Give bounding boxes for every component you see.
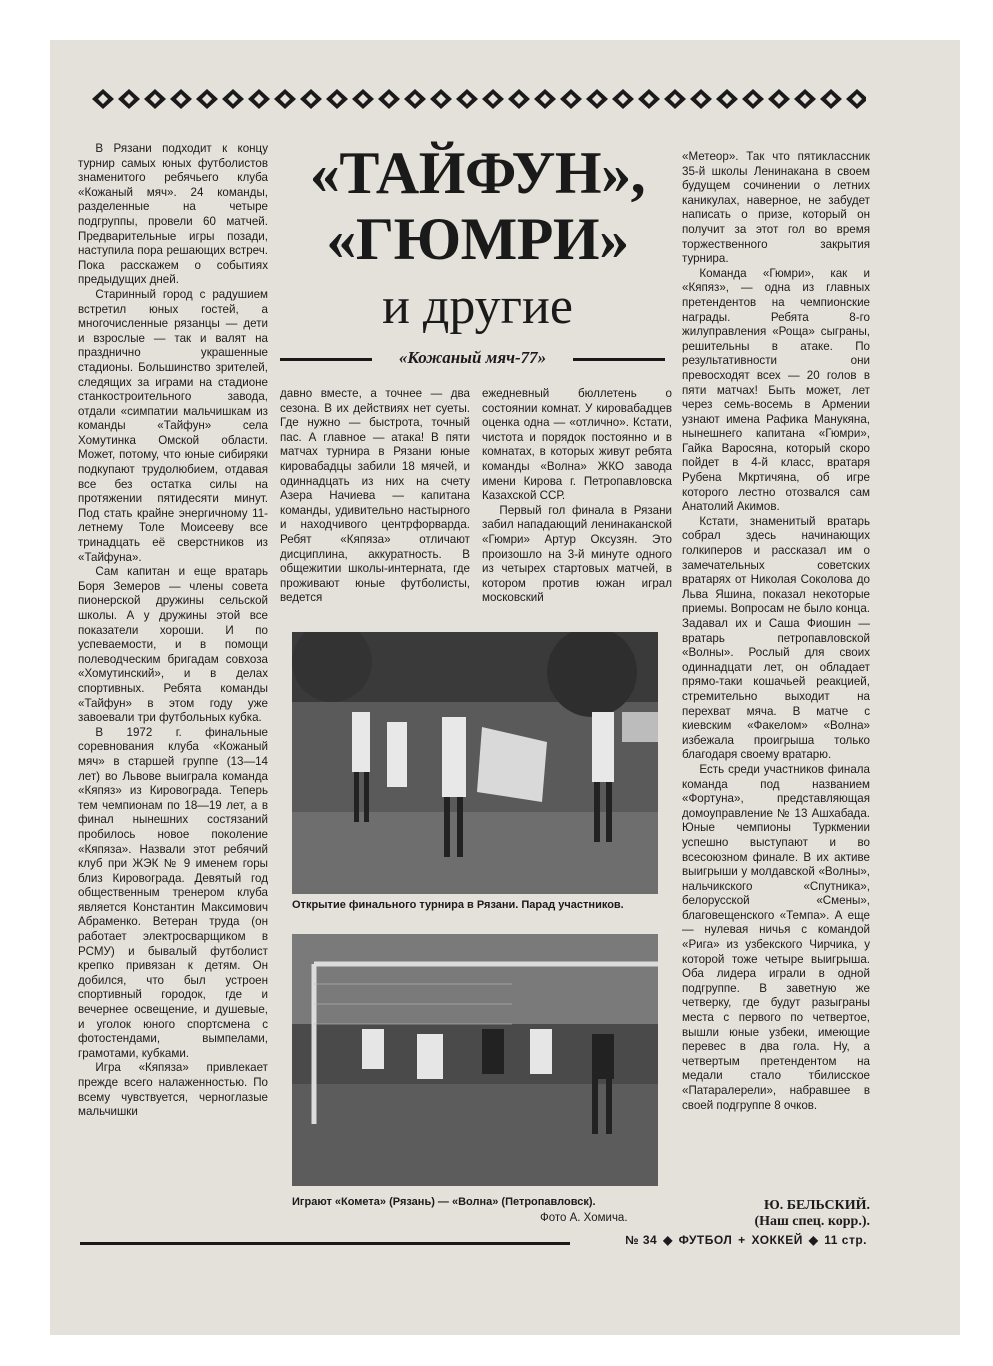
paragraph: В Рязани подходит к концу турнир самых юных футболистов знаменитого ребячьего клуба «Кожаный мяч». 24 команды, разделенные на четыре подгруппы, провели 60 матчей. Предварительные игры позади, наступила пора решающих встреч. Пока расскажем о событиях предыдущих дней.: [78, 142, 268, 287]
headline-line-1: «ТАЙФУН»,: [309, 140, 646, 206]
author-role: (Наш спец. корр.).: [754, 1214, 870, 1229]
photo-credit: Фото А. Хомича.: [540, 1212, 628, 1224]
headline: [285, 140, 670, 342]
paragraph: В 1972 г. финальные соревнования клуба «Кожаный мяч» в старшей группе (13—14 лет) во Львове выиграла команда «Кяпяз» из Кировограда. Теперь тем чемпионам по 18—19 лет, а в финал нынешних состязаний пробилось новое поколение «Кяпяза». Назвали этот ребячий клуб при ЖЭК № 9 именем горы близ Кировограда. Девятый год общественным тренером клуба является Константин Максимович Абраменко. Ветеран труда (он работает электросварщиком в РСМУ) и бывалый футболист крепко привязан к детям. Он добился, что был устроен спортивный городок, где и вечернее освещение, и душевые, и уголок юного спортсмена с фотостендами, вымпелами, грамотами, кубками.: [78, 725, 268, 1060]
article-column-1: [78, 142, 268, 1120]
paragraph: Команда «Гюмри», как и «Кяпяз», — одна из главных претендентов на чемпионские награды. Ребята 8-го жилуправления «Роща» сыграны, решительны в атаке. По результативности они превосходят всех — 20 голов в пяти матчах! Быть может, лет через семь-восемь в Армении узнают имена Рафика Манукяна, нынешнего капитана «Гюмри», Гайка Варосяна, который скоро пойдет в 4-й класс, вратаря Рубена Мкртичяна, об игре которого лестно отозвался сам Анатолий Акимов.: [682, 266, 870, 514]
photo-caption-2: Играют «Комета» (Рязань) — «Волна» (Петропавловск).: [292, 1196, 596, 1208]
rubric: [280, 344, 665, 374]
publication-title-football: ФУТБОЛ: [678, 1233, 733, 1247]
diamond-icon: ◆: [663, 1233, 673, 1247]
paragraph: Кстати, знаменитый вратарь собрал здесь начинающих голкиперов и рассказал им о замечательных советских вратарях от Николая Соколова до Льва Яшина, показал некоторые приемы. Вопросам не было конца. Задавал их и Саша Фиошин — вратарь петропавловской «Волны». Рослый для своих одиннадцати лет, он обладает прямо-таки кошачьей реакцией, стремительно выходит на перехват мяча. В матче с киевским «Факелом» «Волна» избежала проигрыша только благодаря своему вратарю.: [682, 514, 870, 762]
diamond-icon: ◆: [808, 1233, 819, 1247]
paragraph: Первый гол финала в Рязани забил нападающий ленинаканской «Гюмри» Артур Оксузян. Это произошло на 3-й минуте одного из четырех стартовых матчей, в котором против южан играл московский: [482, 503, 672, 605]
plus-symbol: +: [738, 1233, 746, 1247]
article-column-2b: [482, 387, 672, 606]
article-column-2a: [280, 387, 470, 606]
paragraph: ежедневный бюллетень о состоянии комнат. У кировабадцев оценка одна — «отлично». Кстати, чистота и порядок постоянно и в комнатах, в которых живут ребята команды «Волна» ЖКО завода имени Кирова г. Петропавловска Казахской ССР.: [482, 387, 672, 503]
paragraph: «Метеор». Так что пятиклассник 35-й школы Ленинакана в своем будущем сочинении о летних каникулах, наверное, не забудет написать о призе, который он получит за этот гол во время торжественного закрытия турнира.: [682, 150, 870, 266]
paragraph: Есть среди участников финала команда под названием «Фортуна», представляющая домоуправление № 13 Ашхабада. Юные чемпионы Туркмении успешно выступают и во всесоюзном финале. В их активе выигрыши у молдавской «Волны», нальчикского «Спутника», белорусской «Смены», благовещенского «Темпа». А еще — нулевая ничья с командой «Рига» из узбекского Чирчика, у которой тоже четыре выигрыша. Оба лидера играли в одной подгруппе. В заветную же четверку, где будут разыграны места с первого по четвертое, вышли юные узбеки, имеющие перевес в два гола. Ну, а четвертым претендентом на медали стало тбилисское «Патаралерели», набравшее в своей подгруппе 8 очков.: [682, 762, 870, 1112]
rubric-rule-left: [280, 358, 372, 361]
paragraph: Игра «Кяпяза» привлекает прежде всего налаженностью. По всему чувствуется, черноглазые мальчишки: [78, 1061, 268, 1119]
footer-rule: [80, 1242, 570, 1245]
ornament-border: [82, 86, 866, 112]
paragraph: давно вместе, а точнее — два сезона. В их действиях нет суеты. Где нужно — быстрота, точный пас. А главное — атака! В пяти матчах турнира в Рязани юные кировабадцы забили 18 мячей, и одиннадцать из них на счету Азера Начиева — капитана команды, удивительно настырного и находчивого центрфорварда. Ребят «Кяпяза» отличают дисциплина, аккуратность. В общежитии школы-интерната, где проживают юные футболисты, ведется: [280, 387, 470, 605]
photo-match-image: [292, 934, 658, 1186]
page-footer: [578, 1233, 868, 1247]
paragraph: Старинный город с радушием встретил юных гостей, а многочисленные рязанцы — дети и взрослые — так и валят на празднично украшенные стадионы. Большинство зрителей, следящих за играми на стадионе станкостроительного завода, отдали «симпатии мальчишкам из команды «Тайфун» села Хомутинка Омской области. Может, потому, что юные сибиряки подкупают трудолюбием, отдавая все без остатка силы на протяжении пятидесяти минут. Под стать крайне энергичному 11-летнему Толе Моисееву все тринадцать её сверстников из «Тайфуна».: [78, 287, 268, 564]
author-name: Ю. БЕЛЬСКИЙ.: [763, 1198, 870, 1213]
author-signature: [690, 1198, 870, 1230]
page-number: 11 стр.: [824, 1233, 867, 1247]
photo-caption-1: Открытие финального турнира в Рязани. Парад участников.: [292, 899, 624, 911]
publication-title-hockey: ХОККЕЙ: [751, 1233, 803, 1247]
rubric-rule-right: [573, 358, 665, 361]
headline-line-2: «ГЮМРИ»: [326, 206, 629, 272]
photo-match: [292, 934, 658, 1186]
issue-number: № 34: [625, 1233, 658, 1247]
rubric-text: «Кожаный мяч-77»: [398, 348, 547, 367]
photo-parade: [292, 632, 658, 894]
article-column-4: [682, 150, 870, 1113]
photo-parade-image: [292, 632, 658, 894]
headline-line-3: и другие: [382, 278, 573, 335]
paragraph: Сам капитан и еще вратарь Боря Земеров — члены совета пионерской дружины сельской школы. А у дружины этой все показатели хороши. И по успеваемости, и в помощи полеводческим бригадам совхоза «Хомутинский», и в делах спортивных. Ребята команды «Тайфун» в этом году уже завоевали три футбольных кубка.: [78, 565, 268, 725]
